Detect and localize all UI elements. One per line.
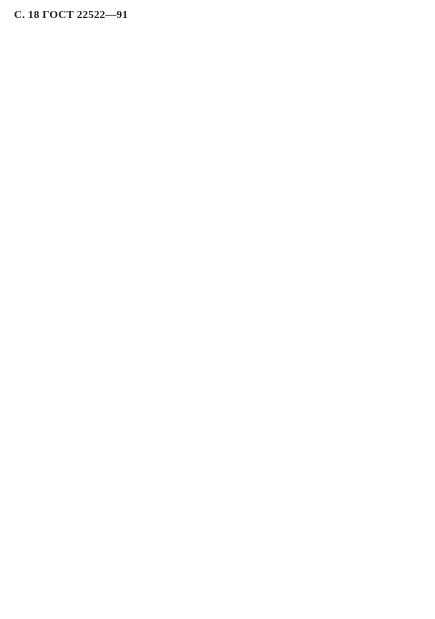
page-header: С. 18 ГОСТ 22522—91	[14, 9, 128, 21]
